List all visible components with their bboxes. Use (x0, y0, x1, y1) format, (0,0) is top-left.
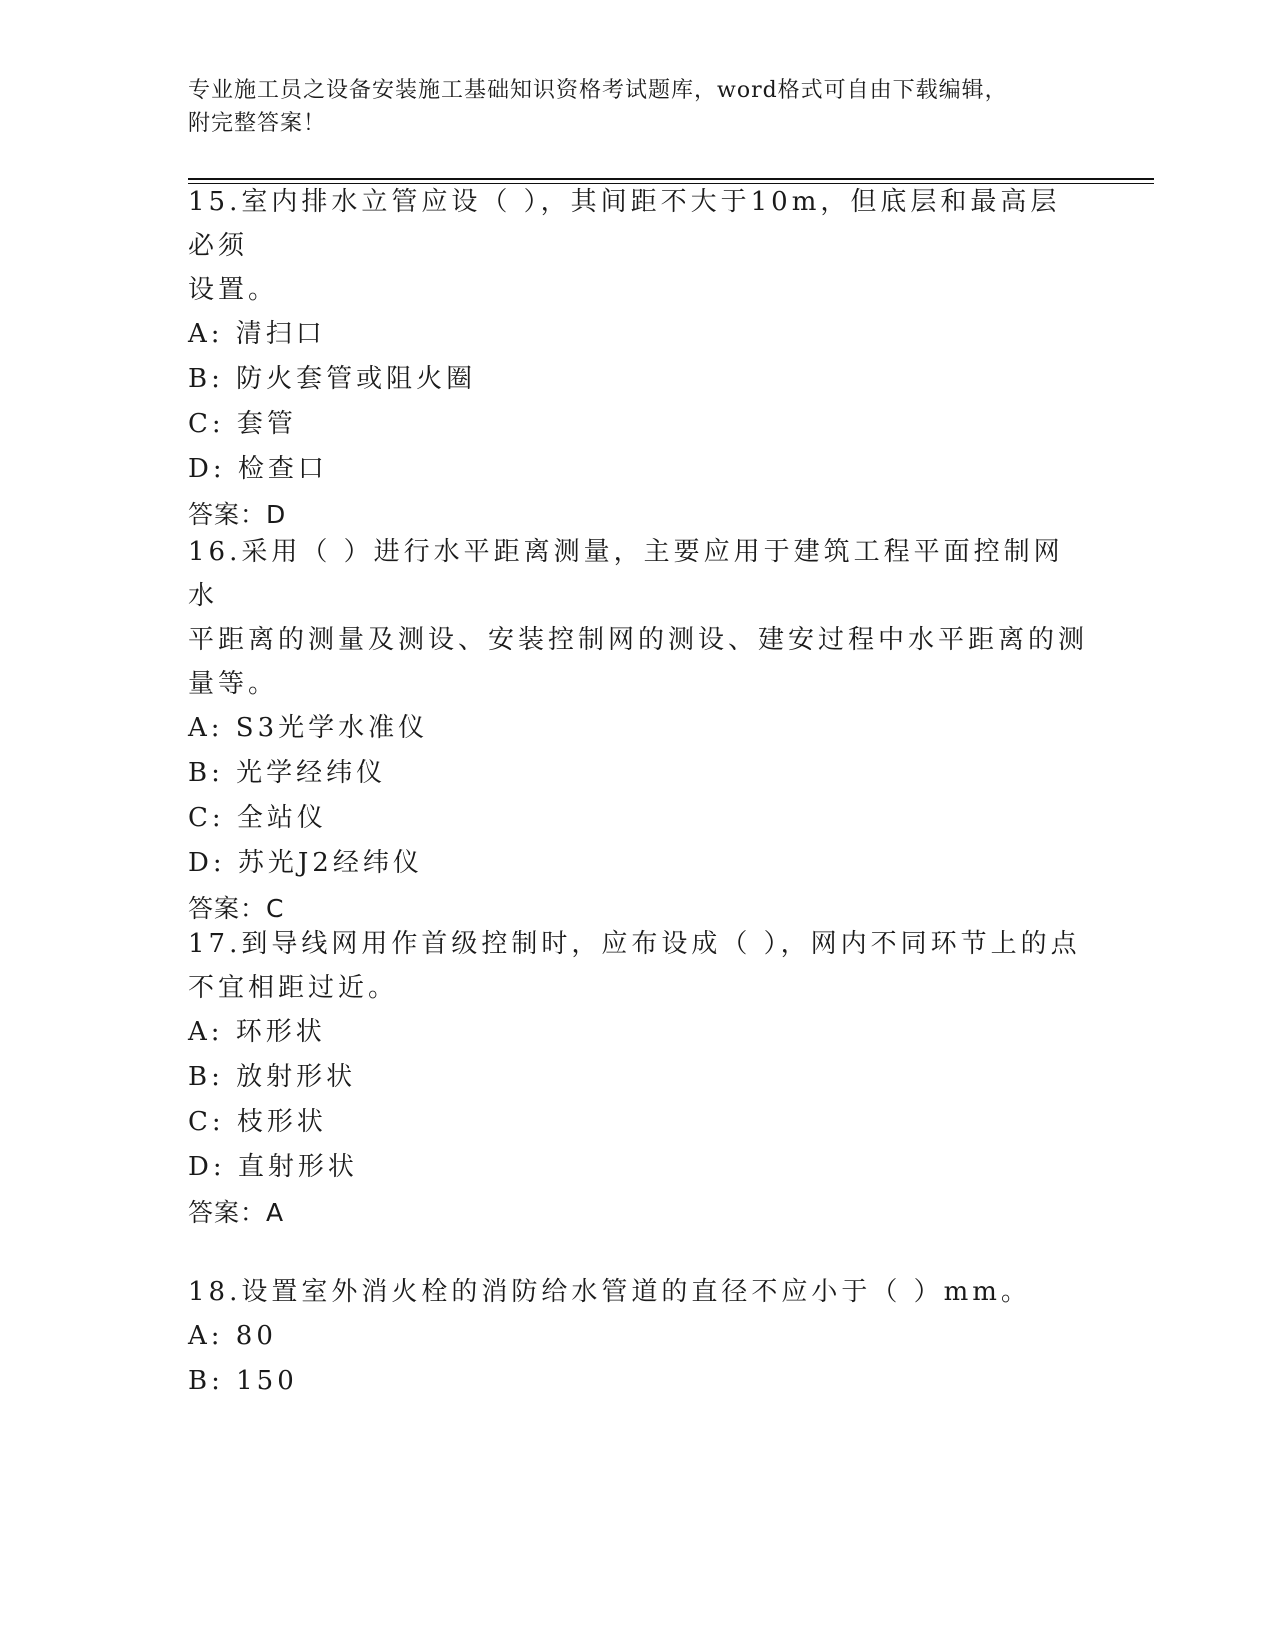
option-d: D: 直射形状 (188, 1152, 358, 1182)
option-c: C: 枝形状 (188, 1107, 327, 1137)
question-stem-line: 18.设置室外消火栓的消防给水管道的直径不应小于（ ）mm。 (188, 1277, 1031, 1307)
document-header (188, 74, 1088, 140)
option-b: B: 防火套管或阻火圈 (188, 364, 477, 394)
option-c: C: 套管 (188, 409, 297, 439)
option-a: A: 清扫口 (188, 319, 326, 349)
question-stem-line: 17.到导线网用作首级控制时，应布设成（ ），网内不同环节上的点 (188, 929, 1081, 959)
question-16 (188, 530, 1088, 931)
answer-line: 答案：D (188, 500, 287, 529)
option-a: A: S3光学水准仪 (188, 713, 429, 743)
option-b: B: 放射形状 (188, 1062, 357, 1092)
option-c: C: 全站仪 (188, 803, 327, 833)
question-15 (188, 180, 1088, 537)
question-stem-line: 不宜相距过近。 (188, 973, 399, 1003)
question-stem-line: 平距离的测量及测设、安装控制网的测设、建安过程中水平距离的测 (188, 625, 1089, 655)
option-a: A: 80 (188, 1321, 277, 1351)
option-d: D: 检查口 (188, 454, 328, 484)
header-line-1: 专业施工员之设备安装施工基础知识资格考试题库，word格式可自由下载编辑， (188, 78, 1008, 103)
question-stem-line: 16.采用（ ）进行水平距离测量，主要应用于建筑工程平面控制网水 (188, 537, 1064, 611)
answer-line: 答案：C (188, 894, 285, 923)
option-b: B: 光学经纬仪 (188, 758, 387, 788)
option-d: D: 苏光J2经纬仪 (188, 848, 423, 878)
question-18 (188, 1270, 1088, 1404)
header-line-2: 附完整答案！ (188, 111, 327, 136)
question-stem-line: 设置。 (188, 275, 279, 305)
answer-line: 答案：A (188, 1198, 285, 1227)
question-stem-line: 15.室内排水立管应设（ ），其间距不大于10m，但底层和最高层必须 (188, 187, 1061, 261)
question-17 (188, 922, 1088, 1235)
question-stem-line: 量等。 (188, 669, 279, 699)
option-a: A: 环形状 (188, 1017, 326, 1047)
option-b: B: 150 (188, 1366, 298, 1396)
